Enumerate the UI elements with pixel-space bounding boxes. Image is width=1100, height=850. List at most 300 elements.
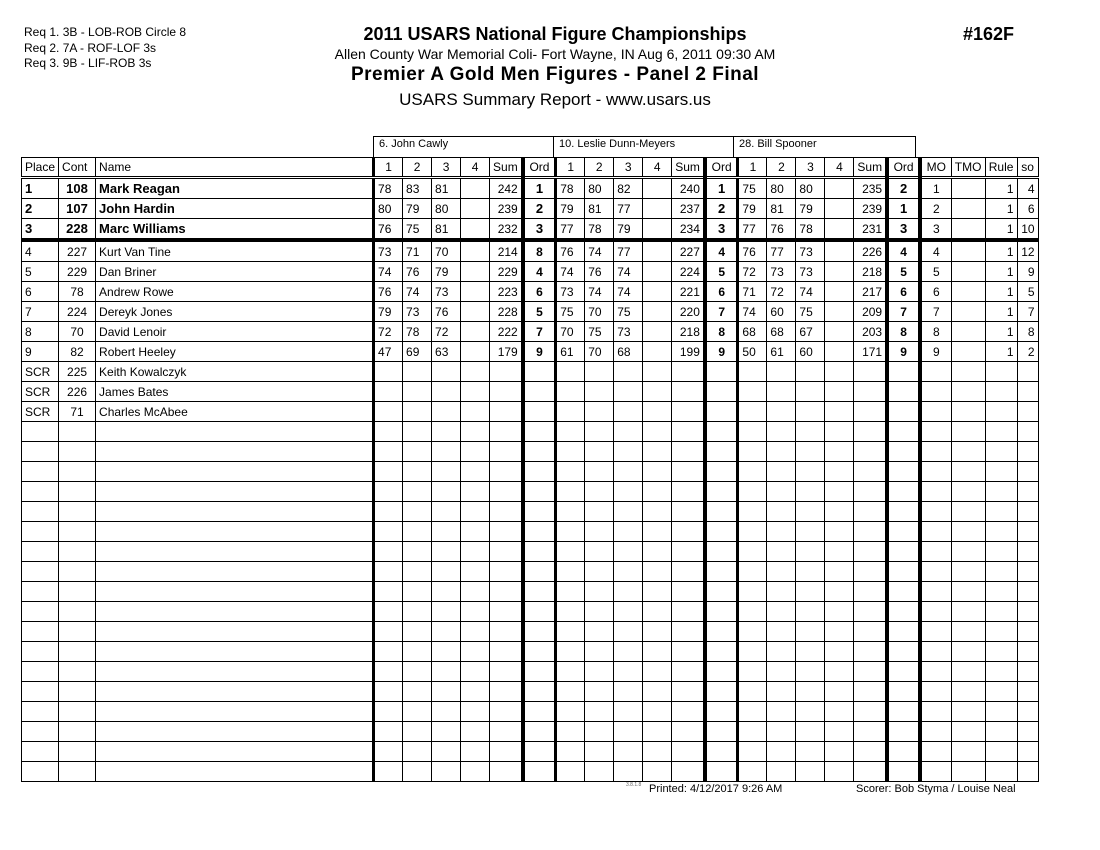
empty-cell [920,442,951,462]
empty-cell [767,542,796,562]
empty-cell [951,662,985,682]
judge-3-ordinal [887,362,920,382]
empty-cell [767,422,796,442]
empty-cell [556,502,585,522]
empty-cell [767,762,796,782]
empty-cell [96,742,374,762]
judge-2-score-3: 77 [614,240,643,262]
table-row [22,382,1039,402]
skater-name-cell: Charles McAbee [96,402,374,422]
col-j3-ord: Ord [887,158,920,178]
empty-cell [825,622,854,642]
table-row [22,282,1039,302]
empty-cell [951,462,985,482]
judge-1-score-2: 71 [403,240,432,262]
judge-2-score-4 [643,219,672,241]
place-cell: 5 [22,262,59,282]
empty-cell [403,542,432,562]
empty-cell [767,462,796,482]
empty-cell [854,642,887,662]
judge-3-score-2 [767,382,796,402]
empty-cell [96,442,374,462]
place-cell: 9 [22,342,59,362]
empty-cell [643,662,672,682]
rule-cell [985,362,1017,382]
table-row [22,262,1039,282]
empty-cell [22,702,59,722]
empty-cell [920,762,951,782]
empty-cell [1017,762,1038,782]
empty-cell [985,422,1017,442]
empty-cell [585,482,614,502]
empty-cell [887,742,920,762]
judge-3-score-4 [825,240,854,262]
empty-cell [614,702,643,722]
empty-cell [490,502,523,522]
empty-cell [705,522,738,542]
empty-cell [920,562,951,582]
col-j3-s4: 4 [825,158,854,178]
judge-3-score-1: 77 [738,219,767,241]
empty-cell [523,622,556,642]
empty-cell [585,742,614,762]
empty-cell [796,462,825,482]
empty-cell [825,582,854,602]
empty-cell [523,662,556,682]
rule-cell: 1 [985,322,1017,342]
skater-name-cell: Andrew Rowe [96,282,374,302]
empty-cell [643,482,672,502]
empty-cell [22,582,59,602]
empty-cell [556,462,585,482]
empty-cell [59,762,96,782]
empty-cell [887,442,920,462]
judge-1-ordinal [523,402,556,422]
skater-name-cell: John Hardin [96,199,374,219]
judge-3-score-3 [796,402,825,422]
judge-2-score-4 [643,282,672,302]
empty-cell [672,502,705,522]
empty-cell [490,422,523,442]
empty-cell [22,602,59,622]
empty-cell [767,522,796,542]
empty-cell [556,542,585,562]
empty-cell [796,742,825,762]
judge-2-score-1: 75 [556,302,585,322]
judge-1-score-4 [461,362,490,382]
empty-cell [59,522,96,542]
empty-cell [1017,582,1038,602]
majority-ordinal-cell: 2 [920,199,951,219]
empty-cell [643,542,672,562]
judge-3-score-1: 79 [738,199,767,219]
judge-2-score-3: 82 [614,178,643,199]
judge-3-score-4 [825,199,854,219]
empty-cell [490,442,523,462]
empty-cell [796,582,825,602]
empty-cell [432,442,461,462]
empty-cell [705,502,738,522]
judge-3-ordinal: 1 [887,199,920,219]
empty-cell [490,662,523,682]
judge-2-score-4 [643,342,672,362]
empty-cell [22,622,59,642]
judge-1-score-4 [461,178,490,199]
empty-cell [920,662,951,682]
empty-cell [672,482,705,502]
col-place: Place [22,158,59,178]
empty-cell [374,422,403,442]
empty-cell [738,502,767,522]
judge-3-score-1: 72 [738,262,767,282]
judge-1-score-3: 81 [432,219,461,241]
empty-cell [490,622,523,642]
empty-cell [796,722,825,742]
empty-cell [920,702,951,722]
empty-cell [374,682,403,702]
empty-cell [556,422,585,442]
empty-cell [556,722,585,742]
empty-cell [523,682,556,702]
empty-cell [643,442,672,462]
empty-cell [672,582,705,602]
empty-cell [374,622,403,642]
empty-cell [59,722,96,742]
empty-cell [887,482,920,502]
col-j1-s4: 4 [461,158,490,178]
place-cell: SCR [22,402,59,422]
printed-timestamp: Printed: 4/12/2017 9:26 AM [649,783,783,795]
empty-cell [985,622,1017,642]
judge-3-score-4 [825,402,854,422]
empty-cell [705,642,738,662]
empty-cell [1017,462,1038,482]
contestant-number-cell: 227 [59,240,96,262]
empty-cell [403,582,432,602]
empty-cell [796,502,825,522]
col-j3-s3: 3 [796,158,825,178]
empty-cell [796,662,825,682]
so-cell [1017,402,1038,422]
empty-cell [490,522,523,542]
judge-1-sum: 239 [490,199,523,219]
empty-cell [585,682,614,702]
empty-cell [920,522,951,542]
empty-row [22,562,1039,582]
empty-cell [796,762,825,782]
judge-2-score-1: 76 [556,240,585,262]
table-row [22,362,1039,382]
empty-cell [585,762,614,782]
empty-cell [523,482,556,502]
contestant-number-cell: 107 [59,199,96,219]
empty-cell [738,582,767,602]
empty-cell [403,642,432,662]
empty-cell [461,762,490,782]
col-mo: MO [920,158,951,178]
empty-cell [585,722,614,742]
empty-cell [1017,562,1038,582]
empty-cell [738,742,767,762]
empty-cell [985,702,1017,722]
empty-cell [796,442,825,462]
judge-1-ordinal: 5 [523,302,556,322]
empty-cell [738,562,767,582]
empty-cell [920,542,951,562]
empty-row [22,722,1039,742]
empty-cell [461,422,490,442]
empty-cell [985,442,1017,462]
judge-2-ordinal [705,402,738,422]
tmo-cell [951,240,985,262]
judge-2-ordinal [705,382,738,402]
skater-name-cell: Dan Briner [96,262,374,282]
judge-1-ordinal: 9 [523,342,556,362]
judge-1-score-1: 73 [374,240,403,262]
judge-1-score-1: 47 [374,342,403,362]
judge-2-sum: 199 [672,342,705,362]
requirement-1: Req 1. 3B - LOB-ROB Circle 8 [24,25,187,39]
empty-cell [920,622,951,642]
empty-cell [672,542,705,562]
skater-name-cell: Robert Heeley [96,342,374,362]
empty-cell [461,522,490,542]
judge-2-score-4 [643,402,672,422]
scorer-names: Scorer: Bob Styma / Louise Neal [856,783,1016,795]
empty-cell [854,482,887,502]
judge-1-score-3: 73 [432,282,461,302]
empty-cell [614,542,643,562]
empty-cell [1017,702,1038,722]
rule-cell: 1 [985,178,1017,199]
empty-cell [490,582,523,602]
judge-2-score-1 [556,402,585,422]
majority-ordinal-cell [920,362,951,382]
judge-3-score-2: 77 [767,240,796,262]
empty-cell [738,682,767,702]
empty-cell [403,702,432,722]
empty-cell [22,462,59,482]
judge-2-sum: 234 [672,219,705,241]
empty-cell [1017,602,1038,622]
empty-cell [585,542,614,562]
empty-cell [22,562,59,582]
empty-cell [461,682,490,702]
judge-3-ordinal [887,382,920,402]
empty-cell [556,442,585,462]
majority-ordinal-cell: 6 [920,282,951,302]
empty-cell [556,622,585,642]
tmo-cell [951,402,985,422]
judge-3-score-2: 76 [767,219,796,241]
skater-name-cell: Dereyk Jones [96,302,374,322]
empty-cell [951,762,985,782]
table-row [22,402,1039,422]
empty-cell [22,662,59,682]
empty-cell [1017,642,1038,662]
empty-cell [796,482,825,502]
judge-3-ordinal: 4 [887,240,920,262]
empty-cell [59,442,96,462]
judge-1-score-4 [461,240,490,262]
judge-1-score-2: 79 [403,199,432,219]
empty-cell [96,642,374,662]
judge-2-score-4 [643,322,672,342]
empty-cell [59,502,96,522]
col-j3-s2: 2 [767,158,796,178]
judge-2-score-2: 74 [585,282,614,302]
empty-cell [738,662,767,682]
judge-2-score-2 [585,362,614,382]
majority-ordinal-cell [920,402,951,422]
judge-3-score-3: 80 [796,178,825,199]
judge-3-sum: 218 [854,262,887,282]
rule-cell: 1 [985,219,1017,241]
table-row [22,342,1039,362]
empty-cell [585,642,614,662]
empty-cell [705,722,738,742]
empty-cell [825,602,854,622]
empty-cell [951,622,985,642]
empty-cell [523,462,556,482]
empty-cell [432,702,461,722]
empty-row [22,682,1039,702]
empty-cell [796,622,825,642]
judge-2-sum: 218 [672,322,705,342]
col-j1-s1: 1 [374,158,403,178]
judge-1-score-2: 76 [403,262,432,282]
empty-cell [96,702,374,722]
judge-1-score-4 [461,282,490,302]
empty-cell [374,562,403,582]
tmo-cell [951,302,985,322]
tmo-cell [951,199,985,219]
empty-cell [796,542,825,562]
col-j1-sum: Sum [490,158,523,178]
judge-3-ordinal: 6 [887,282,920,302]
judge-3-score-3: 60 [796,342,825,362]
empty-cell [96,662,374,682]
judge-2-ordinal: 4 [705,240,738,262]
judge-3-score-3: 73 [796,240,825,262]
place-cell: 6 [22,282,59,302]
judge-3-score-1: 68 [738,322,767,342]
judge-2-sum: 224 [672,262,705,282]
empty-cell [59,582,96,602]
empty-cell [432,642,461,662]
judge-1-score-4 [461,262,490,282]
judge-2-sum: 220 [672,302,705,322]
empty-cell [403,502,432,522]
tmo-cell [951,322,985,342]
empty-cell [1017,622,1038,642]
contestant-number-cell: 70 [59,322,96,342]
judge-2-sum [672,402,705,422]
empty-cell [403,762,432,782]
empty-cell [523,582,556,602]
empty-cell [887,522,920,542]
judge-1-score-2: 75 [403,219,432,241]
empty-cell [461,502,490,522]
skater-name-cell: Marc Williams [96,219,374,241]
empty-cell [374,762,403,782]
empty-cell [854,742,887,762]
judge-3-sum [854,402,887,422]
empty-cell [672,702,705,722]
empty-cell [854,702,887,722]
empty-cell [854,662,887,682]
judge-2-score-2: 70 [585,342,614,362]
judge-3-sum [854,382,887,402]
empty-cell [490,542,523,562]
col-j2-sum: Sum [672,158,705,178]
empty-cell [705,462,738,482]
empty-cell [403,462,432,482]
empty-cell [614,442,643,462]
judge-1-score-1: 79 [374,302,403,322]
contestant-number-cell: 82 [59,342,96,362]
empty-cell [490,742,523,762]
empty-cell [825,642,854,662]
empty-cell [854,422,887,442]
empty-cell [825,442,854,462]
empty-cell [96,622,374,642]
empty-cell [643,422,672,442]
empty-cell [490,482,523,502]
empty-cell [22,522,59,542]
tmo-cell [951,262,985,282]
judge-3-score-2: 60 [767,302,796,322]
judge-1-score-1 [374,382,403,402]
skater-name-cell: James Bates [96,382,374,402]
rule-cell: 1 [985,342,1017,362]
judge-3-ordinal: 2 [887,178,920,199]
empty-row [22,482,1039,502]
judge-1-sum [490,402,523,422]
judge-2-score-3: 73 [614,322,643,342]
judge-3-score-3: 78 [796,219,825,241]
judge-2-score-4 [643,382,672,402]
empty-cell [22,742,59,762]
empty-cell [985,662,1017,682]
empty-cell [432,722,461,742]
empty-cell [985,722,1017,742]
judge-2-header: 10. Leslie Dunn-Meyers [553,136,734,157]
empty-cell [643,522,672,542]
empty-row [22,522,1039,542]
empty-cell [825,482,854,502]
table-row [22,219,1039,241]
empty-cell [22,642,59,662]
judge-1-score-2 [403,402,432,422]
empty-row [22,582,1039,602]
judge-2-score-2: 75 [585,322,614,342]
empty-cell [672,642,705,662]
empty-cell [490,602,523,622]
empty-cell [920,682,951,702]
rule-cell [985,382,1017,402]
judge-2-score-2: 74 [585,240,614,262]
empty-cell [59,542,96,562]
empty-cell [96,462,374,482]
empty-cell [22,502,59,522]
judge-1-score-2: 69 [403,342,432,362]
empty-cell [705,582,738,602]
judge-1-header: 6. John Cawly [373,136,554,157]
empty-cell [738,482,767,502]
empty-cell [403,682,432,702]
empty-cell [585,442,614,462]
